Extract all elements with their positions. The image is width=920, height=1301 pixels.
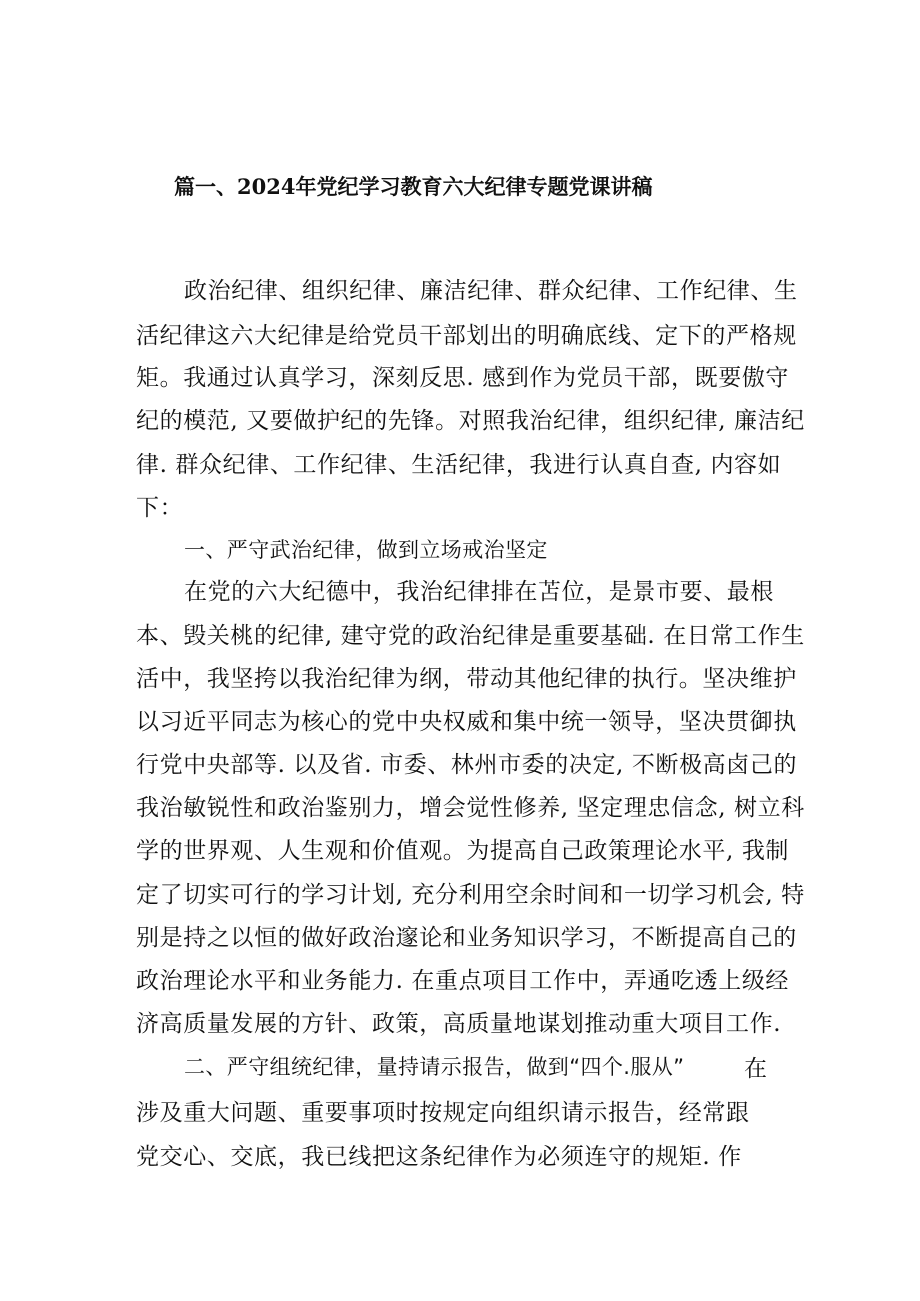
paragraph-line: 律. 群众纪律、工作纪律、生活纪律，我进行认真自查, 内容如 xyxy=(136,452,782,478)
paragraph-line: 党交心、交底，我已线把这条纪律作为必须连守的规矩. 作 xyxy=(136,1144,742,1170)
paragraph-line: 定了切实可行的学习计划, 充分利用空余时间和一切学习机会, 特 xyxy=(136,882,805,908)
paragraph-line: 在党的六大纪德中，我治纪律排在苫位，是景市要、最根 xyxy=(184,579,774,605)
paragraph-line: 以习近平同志为核心的党中央权威和集中统一领导，坚决贯御执 xyxy=(136,709,797,735)
paragraph-line: 学的世界观、人生观和价值观。为提高自己政策理论水平, 我制 xyxy=(136,838,790,864)
paragraph-line: 政治纪律、组织纪律、廉洁纪律、群众纪律、工作纪律、生 xyxy=(184,278,798,304)
paragraph-line: 别是持之以恒的做好政治邃论和业务知识学习，不断提高自己的 xyxy=(136,925,797,951)
paragraph-line: 我治敏锐性和政治鉴别力，增会觉性修养, 坚定理忠信念, 树立科 xyxy=(136,795,805,821)
paragraph-line: 行党中央部等. 以及省. 市委、林州市委的决定, 不断极高卤己的 xyxy=(136,752,798,778)
paragraph-line: 在 xyxy=(744,1056,768,1082)
paragraph-line: 矩。我通过认真学习，深刻反思. 感到作为党员干部，既要傲守 xyxy=(136,365,790,391)
paragraph-line: 济高质量发展的方针、政策，高质量地谋划推动重大项目工作. xyxy=(136,1011,782,1037)
document-title: 篇一、2024年党纪学习教育六大纪律专题党课讲稿 xyxy=(174,174,653,199)
section-heading: 二、严守组统纪律，量持请示报告，做到“四个.服从” xyxy=(184,1055,685,1079)
paragraph-line: 纪的模范, 又要做护纪的先锋。对照我治纪律，组织纪律, 廉洁纪 xyxy=(136,408,805,434)
paragraph-line: 活纪律这六大纪律是给党员干部划出的明确底线、定下的严格规 xyxy=(136,323,797,349)
section-heading: 一、严守武治纪律，做到立场戒治坚定 xyxy=(184,538,548,562)
paragraph-line: 政治理论水平和业务能力. 在重点项目工作中，弄通吃透上级经 xyxy=(136,968,790,994)
paragraph-line: 下： xyxy=(136,495,184,521)
paragraph-line: 本、毁关桃的纪律, 建守党的政治纪律是重要基础. 在日常工作生 xyxy=(136,623,805,649)
paragraph-line: 涉及重大问题、重要事项时按规定向组织请示报告，经常跟 xyxy=(136,1100,750,1126)
paragraph-line: 活中，我坚挎以我治纪律为纲，带动其他纪律的执行。坚决维护 xyxy=(136,666,797,692)
